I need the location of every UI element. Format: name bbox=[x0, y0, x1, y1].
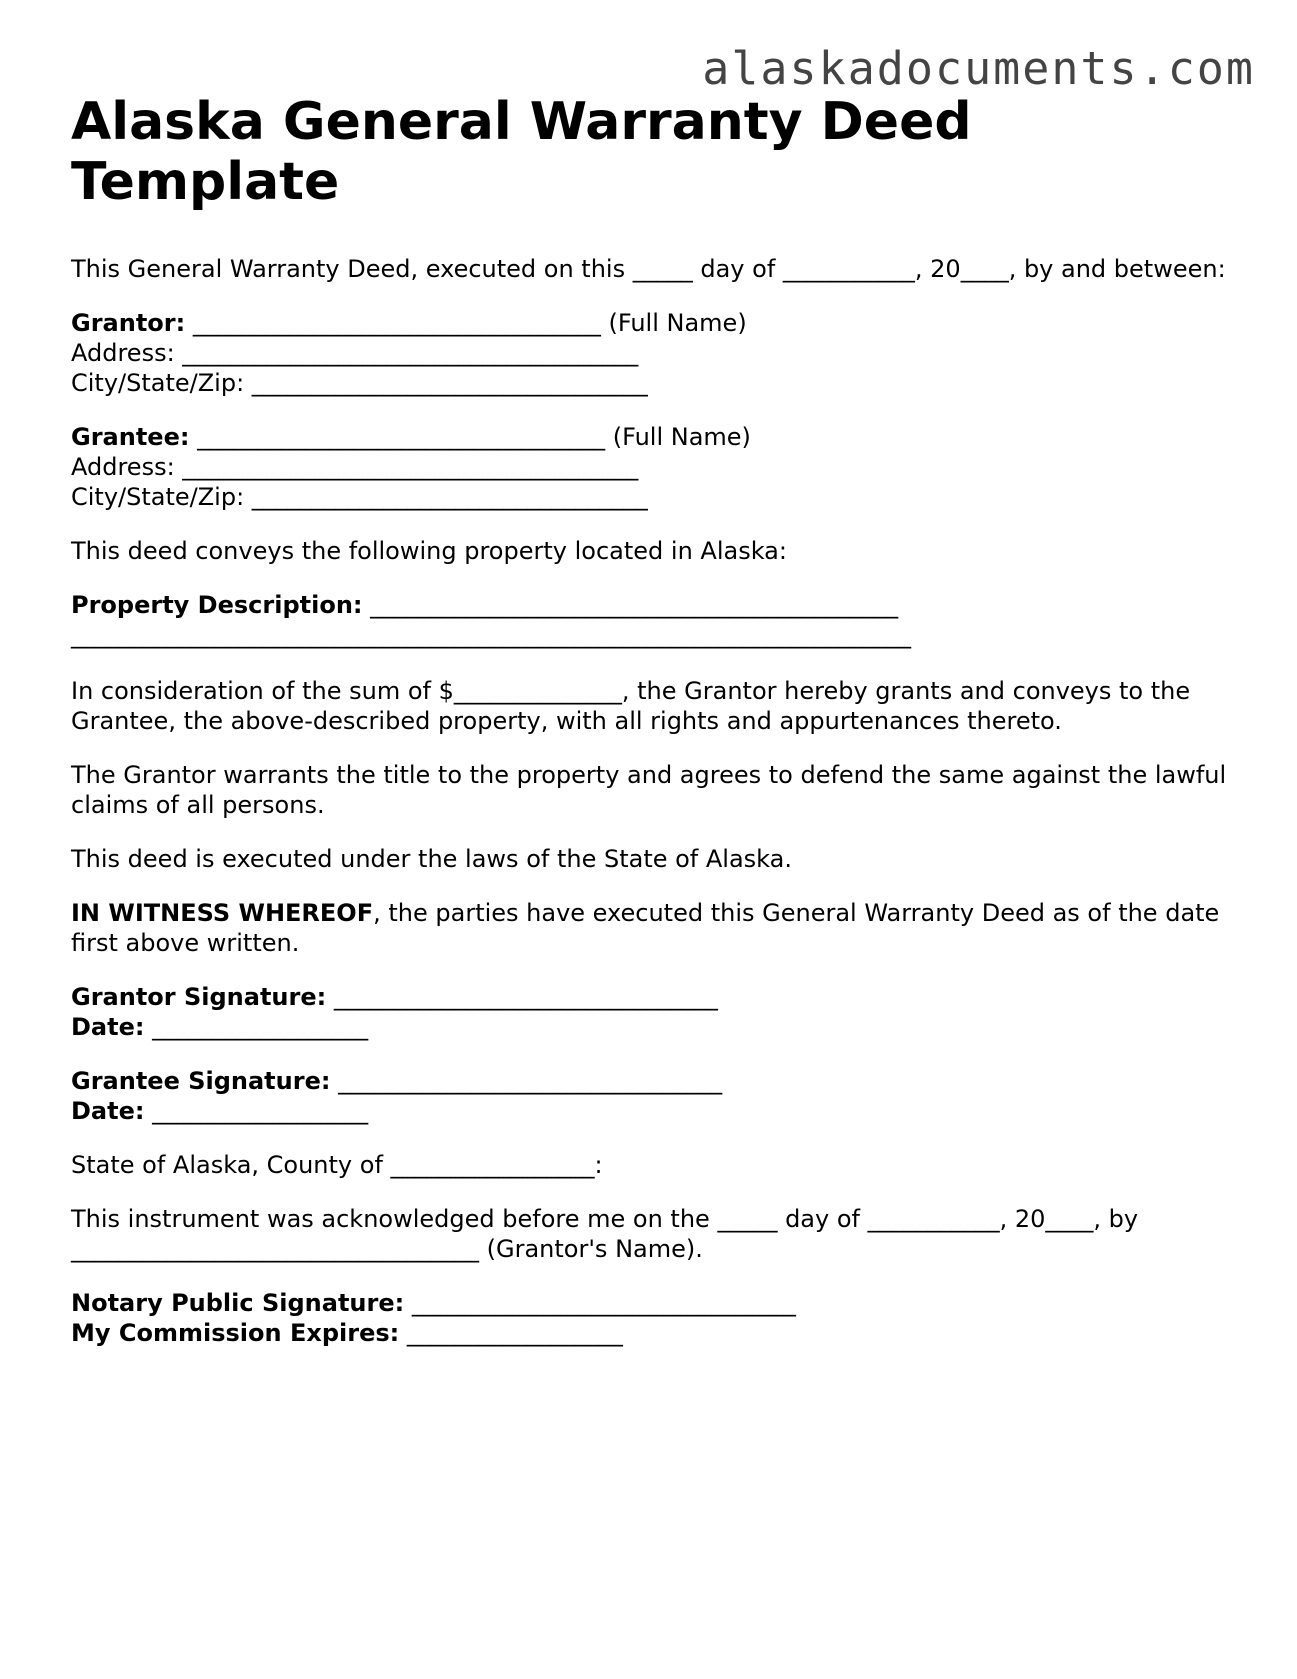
page-title: Alaska General Warranty Deed Template bbox=[71, 92, 972, 212]
grantor-label: Grantor: bbox=[71, 309, 186, 337]
grantee-signature-label: Grantee Signature: bbox=[71, 1067, 331, 1095]
property-description-field[interactable]: ____________________________________________ bbox=[362, 591, 899, 619]
witness-bold: IN WITNESS WHEREOF bbox=[71, 899, 374, 927]
grantor-signature-label: Grantor Signature: bbox=[71, 983, 327, 1011]
grantee-date-label: Date: bbox=[71, 1097, 145, 1125]
county-line[interactable]: State of Alaska, County of _________________: bbox=[71, 1151, 603, 1179]
property-description-field-2[interactable]: ______________________________________________________________________ bbox=[71, 621, 911, 649]
commission-expires-label: My Commission Expires: bbox=[71, 1319, 400, 1347]
commission-expires-line bbox=[71, 1318, 1231, 1348]
grantor-name-line bbox=[71, 308, 1231, 338]
property-line-1 bbox=[71, 590, 1231, 620]
grantee-signature-field[interactable]: ________________________________ bbox=[330, 1067, 723, 1095]
consideration-paragraph: In consideration of the sum of $______________, the Grantor hereby grants and conveys to the Grantee, the above-described property, with all rights and appurtenances thereto. bbox=[71, 677, 1191, 735]
grantor-signature-section bbox=[71, 982, 1231, 1042]
witness-text: , the parties have executed this General Warranty Deed as of the date first above written. bbox=[71, 899, 1220, 957]
warranty-paragraph: The Grantor warrants the title to the property and agrees to defend the same against the lawful claims of all persons. bbox=[71, 761, 1227, 819]
grantor-city-field[interactable]: City/State/Zip: _________________________________ bbox=[71, 369, 648, 397]
grantee-name-line bbox=[71, 422, 1231, 452]
grantee-city-field[interactable]: City/State/Zip: _________________________________ bbox=[71, 483, 648, 511]
grantor-signature-field[interactable]: ________________________________ bbox=[326, 983, 718, 1011]
witness-paragraph bbox=[71, 898, 1231, 958]
notary-section bbox=[71, 1288, 1231, 1348]
laws-paragraph: This deed is executed under the laws of the State of Alaska. bbox=[71, 845, 792, 873]
intro-paragraph: This General Warranty Deed, executed on this _____ day of ___________, 20____, by and between: bbox=[71, 255, 1226, 283]
grantor-section bbox=[71, 308, 1231, 398]
grantee-date-line bbox=[71, 1096, 1231, 1126]
notary-signature-line bbox=[71, 1288, 1231, 1318]
grantee-address-field[interactable]: Address: ______________________________________ bbox=[71, 453, 639, 481]
grantor-name-field[interactable]: __________________________________ (Full Name) bbox=[185, 309, 747, 337]
grantee-name-field[interactable]: __________________________________ (Full Name) bbox=[189, 423, 751, 451]
notary-signature-label: Notary Public Signature: bbox=[71, 1289, 405, 1317]
document-page bbox=[71, 92, 1231, 1348]
grantor-date-label: Date: bbox=[71, 1013, 145, 1041]
notary-signature-field[interactable]: ________________________________ bbox=[404, 1289, 796, 1317]
grantee-signature-section bbox=[71, 1066, 1231, 1126]
grantee-signature-line bbox=[71, 1066, 1231, 1096]
site-watermark: alaskadocuments.com bbox=[702, 42, 1255, 95]
grantor-date-field[interactable]: __________________ bbox=[144, 1013, 369, 1041]
grantee-label: Grantee: bbox=[71, 423, 190, 451]
grantor-signature-line bbox=[71, 982, 1231, 1012]
grantor-address-field[interactable]: Address: ______________________________________ bbox=[71, 339, 639, 367]
property-label: Property Description: bbox=[71, 591, 363, 619]
conveys-paragraph: This deed conveys the following property located in Alaska: bbox=[71, 537, 787, 565]
grantor-date-line bbox=[71, 1012, 1231, 1042]
acknowledgment-paragraph[interactable]: This instrument was acknowledged before me on the _____ day of ___________, 20____, by __________________________________ (Grantor's Name). bbox=[71, 1205, 1139, 1263]
property-section bbox=[71, 590, 1231, 650]
commission-expires-field[interactable]: __________________ bbox=[399, 1319, 623, 1347]
grantee-date-field[interactable]: __________________ bbox=[144, 1097, 369, 1125]
grantee-section bbox=[71, 422, 1231, 512]
